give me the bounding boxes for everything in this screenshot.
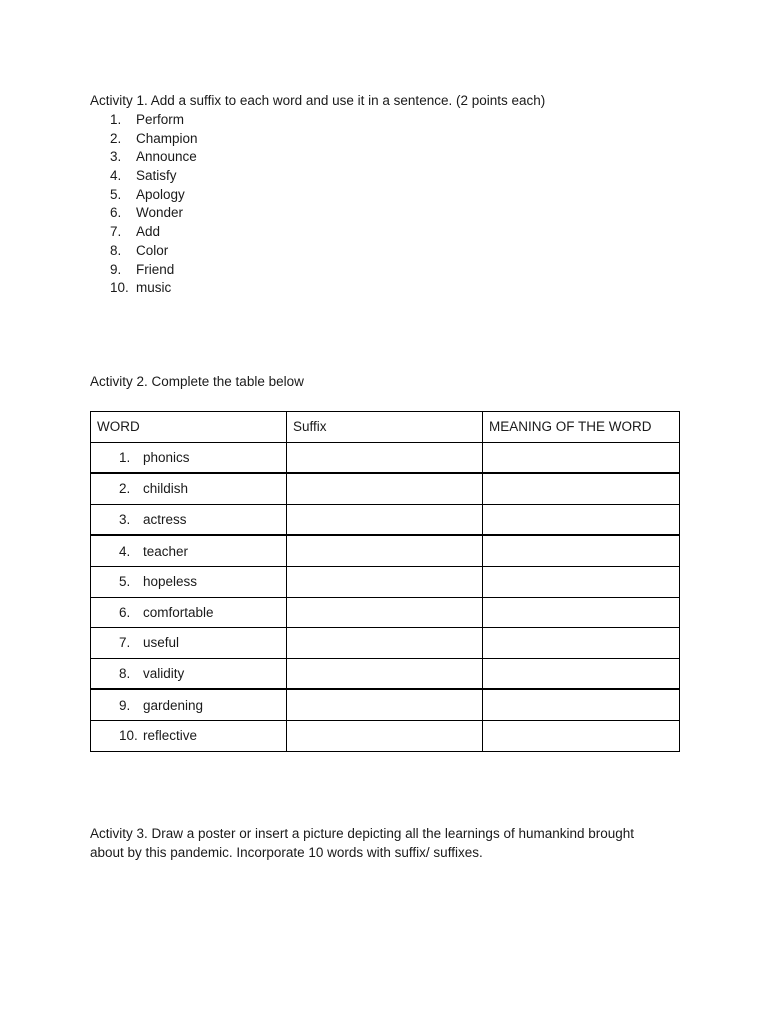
list-item-word: music [136, 280, 172, 296]
activity-2-heading: Activity 2. Complete the table below [90, 374, 304, 389]
word-cell: 3. actress [91, 504, 287, 535]
table-row [91, 504, 680, 535]
word-cell: 10. reflective [91, 720, 287, 751]
list-item: 4. Satisfy [110, 167, 198, 186]
activity-3-heading: Activity 3. Draw a poster or insert a picture depicting all the learnings of humankind brought about by this pandemic. Incorporate 10 words with suffix/ suffixes. [90, 826, 635, 860]
list-item-word: Announce [136, 149, 197, 165]
list-item-word: Apology [136, 186, 185, 202]
table-row [91, 597, 680, 628]
activity-1-word-list [110, 111, 198, 298]
list-item: 5. Apology [110, 186, 198, 205]
table-row [91, 689, 680, 720]
suffix-cell[interactable] [287, 566, 483, 597]
list-item-word: Color [136, 242, 169, 258]
table-row [91, 473, 680, 504]
table-row [91, 535, 680, 566]
table-row [91, 628, 680, 659]
list-item-word: Wonder [136, 205, 184, 221]
meaning-cell[interactable] [483, 597, 680, 628]
list-item: 10. music [110, 279, 198, 298]
suffix-cell[interactable] [287, 597, 483, 628]
list-item-word: Satisfy [136, 168, 177, 184]
list-item: 8. Color [110, 242, 198, 261]
list-item-word: Champion [136, 130, 198, 146]
word-cell: 9. gardening [91, 689, 287, 720]
word-cell: 7. useful [91, 628, 287, 659]
suffix-cell[interactable] [287, 473, 483, 504]
word-cell: 2. childish [91, 473, 287, 504]
suffix-table [90, 411, 680, 752]
suffix-cell[interactable] [287, 628, 483, 659]
list-item-word: Friend [136, 261, 175, 277]
table-row [91, 566, 680, 597]
column-header-suffix: Suffix [287, 412, 483, 443]
meaning-cell[interactable] [483, 658, 680, 689]
meaning-cell[interactable] [483, 566, 680, 597]
list-item: 1. Perform [110, 111, 198, 130]
table-row [91, 658, 680, 689]
suffix-cell[interactable] [287, 720, 483, 751]
suffix-cell[interactable] [287, 658, 483, 689]
activity-1-heading: Activity 1. Add a suffix to each word and use it in a sentence. (2 points each) [90, 93, 546, 108]
meaning-cell[interactable] [483, 504, 680, 535]
word-cell: 4. teacher [91, 535, 287, 566]
suffix-cell[interactable] [287, 504, 483, 535]
list-item: 2. Champion [110, 130, 198, 149]
meaning-cell[interactable] [483, 442, 680, 473]
table-row [91, 720, 680, 751]
column-header-meaning: MEANING OF THE WORD [483, 412, 680, 443]
word-cell: 1. phonics [91, 442, 287, 473]
suffix-cell[interactable] [287, 442, 483, 473]
word-cell: 5. hopeless [91, 566, 287, 597]
list-item-word: Perform [136, 112, 185, 127]
column-header-word: WORD [91, 412, 287, 443]
table-header-row [91, 412, 680, 443]
list-item: 6. Wonder [110, 204, 198, 223]
word-cell: 6. comfortable [91, 597, 287, 628]
list-item: 3. Announce [110, 148, 198, 167]
suffix-cell[interactable] [287, 535, 483, 566]
meaning-cell[interactable] [483, 689, 680, 720]
meaning-cell[interactable] [483, 628, 680, 659]
table-row [91, 442, 680, 473]
meaning-cell[interactable] [483, 720, 680, 751]
list-item: 9. Friend [110, 261, 198, 280]
suffix-cell[interactable] [287, 689, 483, 720]
list-item: 7. Add [110, 223, 198, 242]
meaning-cell[interactable] [483, 473, 680, 504]
word-cell: 8. validity [91, 658, 287, 689]
list-item-word: Add [136, 224, 161, 240]
meaning-cell[interactable] [483, 535, 680, 566]
